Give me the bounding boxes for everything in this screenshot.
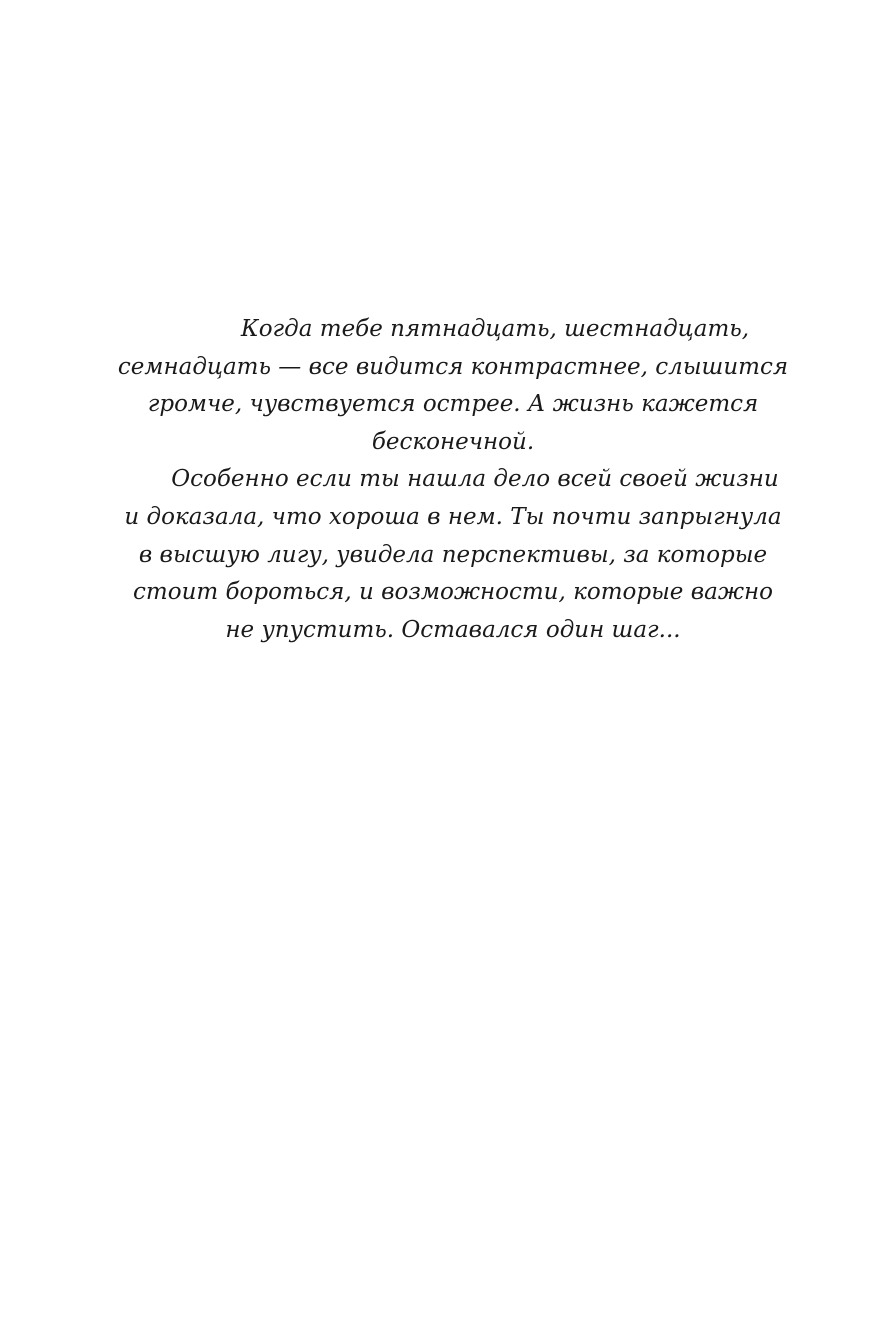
paragraph-1	[110, 311, 796, 461]
body-text	[110, 311, 796, 649]
text-line: и доказала, что хороша в нем. Ты почти запрыгнула	[124, 503, 782, 530]
text-line: бесконечной.	[371, 428, 535, 455]
paragraph-2	[110, 461, 796, 649]
text-line: Когда тебе пятнадцать, шестнадцать,	[240, 316, 750, 342]
text-line: семнадцать — все видится контрастнее, слышится	[117, 353, 789, 380]
text-line: стоит бороться, и возможности, которые важно	[133, 579, 773, 606]
text-line: в высшую лигу, увидела перспективы, за которые	[138, 541, 768, 568]
text-line: громче, чувствуется острее. А жизнь кажется	[147, 391, 759, 418]
text-line: не упустить. Оставался один шаг...	[225, 616, 681, 643]
text-line: Особенно если ты нашла дело всей своей жизни	[171, 466, 779, 493]
